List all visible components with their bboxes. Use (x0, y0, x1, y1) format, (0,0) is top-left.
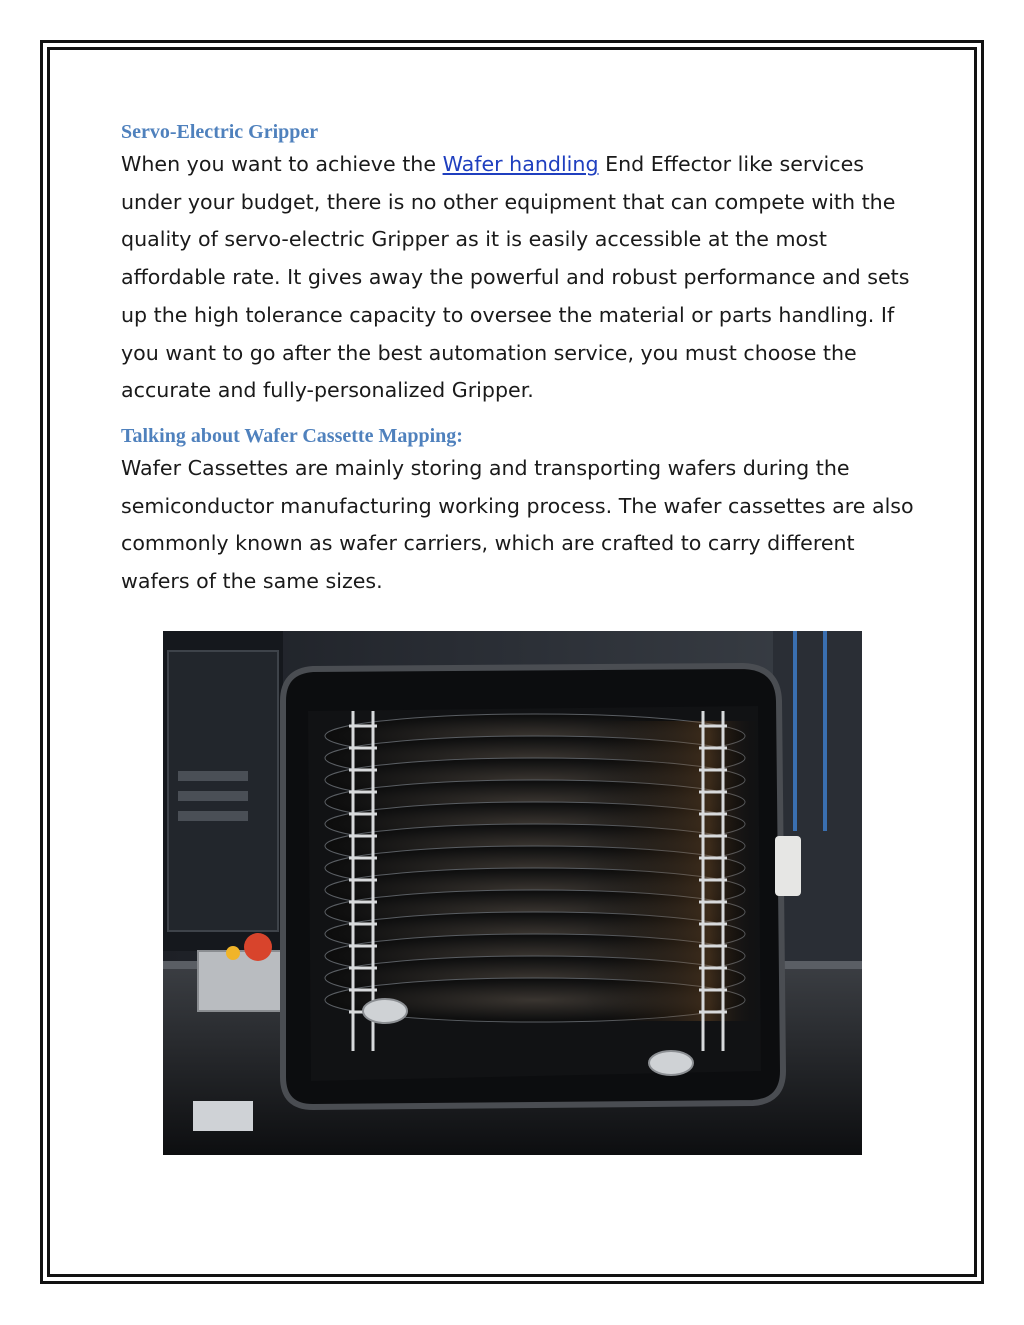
section-servo-electric-gripper (121, 118, 921, 410)
wafer-handling-link[interactable]: Wafer handling (442, 152, 599, 176)
document-content (121, 118, 921, 601)
section-heading: Talking about Wafer Cassette Mapping: (121, 424, 463, 447)
paragraph-text-end: End Effector like services under your budget, there is no other equipment that can compete with the quality of servo-electric Gripper as it is easily accessible at the most affordable rate. It gives away the powerful and robust performance and sets up the high tolerance capacity to oversee the material or parts handling. If you want to go after the best automation service, you must choose the accurate and fully-personalized Gripper. (121, 152, 910, 403)
wafer-cassette-illustration (163, 631, 862, 1155)
wafer-stack (325, 714, 763, 1022)
paragraph-text-start: When you want to achieve the (121, 152, 443, 176)
section-paragraph (121, 146, 921, 410)
section-wafer-cassette-mapping (121, 422, 921, 601)
section-paragraph: Wafer Cassettes are mainly storing and transporting wafers during the semiconductor manufacturing working process. The wafer cassettes are also commonly known as wafer carriers, which are crafted to carry different wafers of the same sizes. (121, 455, 914, 594)
section-heading: Servo-Electric Gripper (121, 121, 319, 143)
wafer-cassette-photo (163, 631, 862, 1155)
